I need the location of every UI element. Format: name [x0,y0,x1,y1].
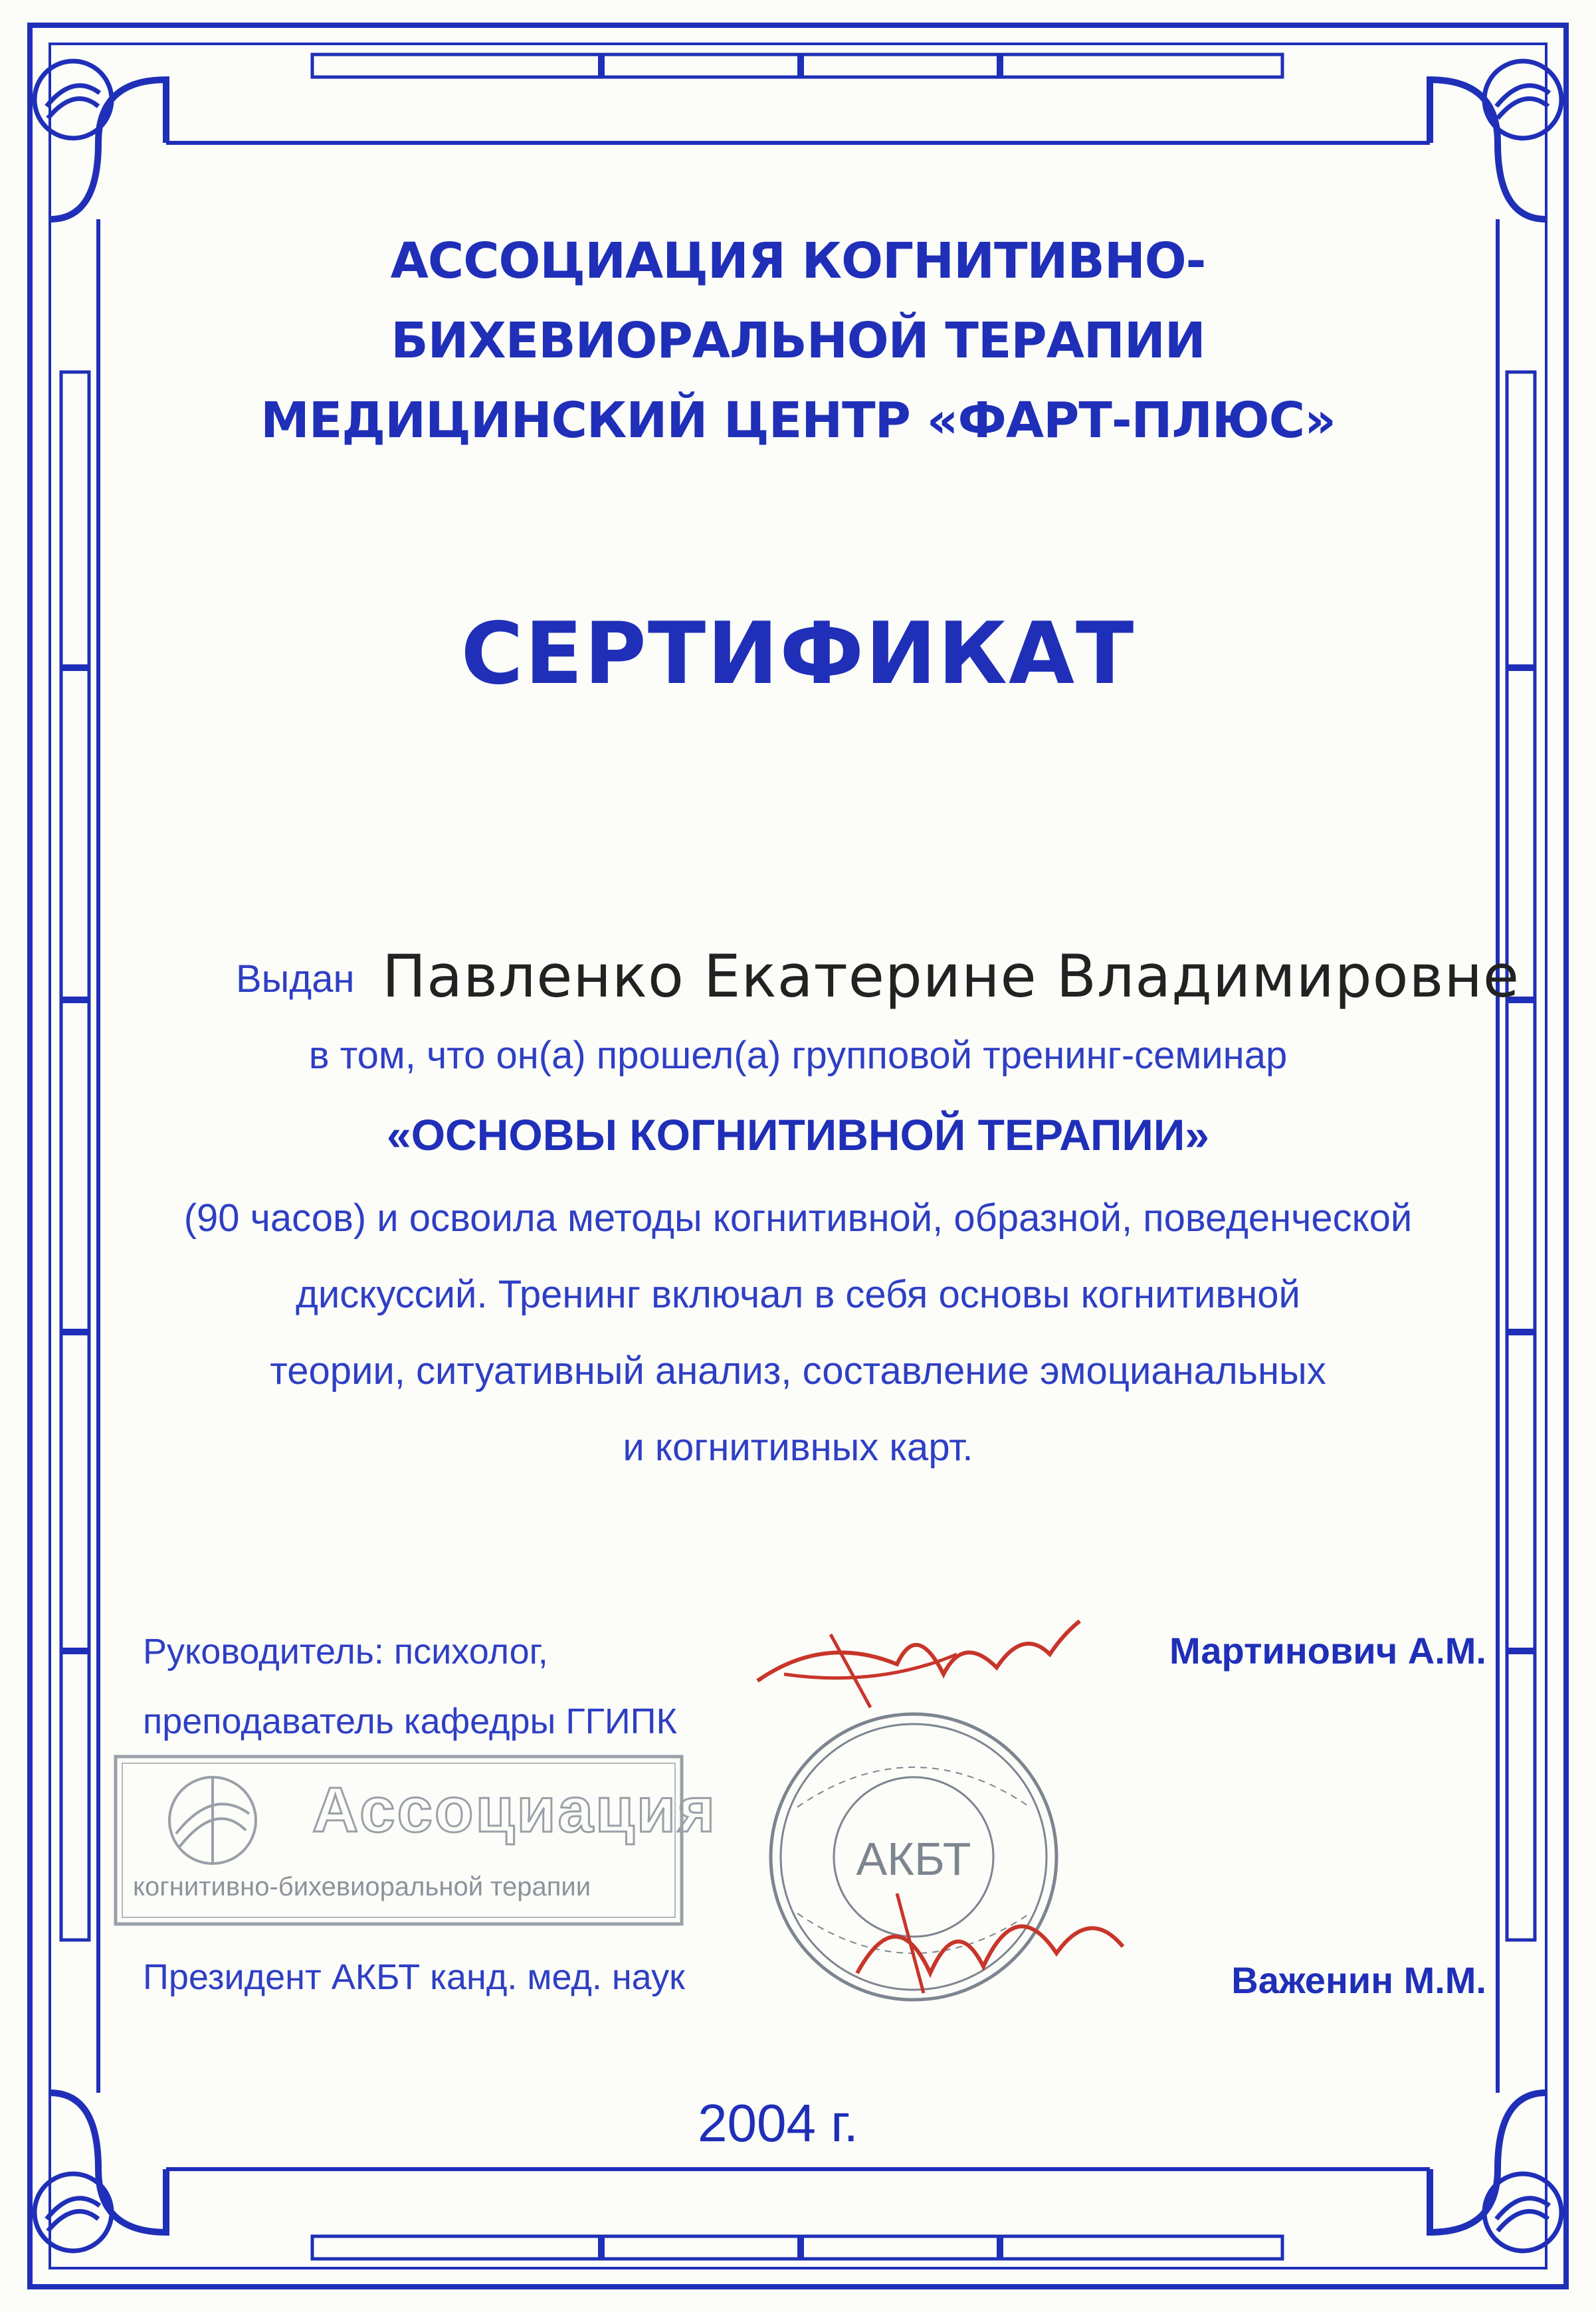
president-signature [844,1874,1149,2006]
body-line-2: в том, что он(а) прошел(а) групповой тренинг-семинар [308,1034,1288,1077]
president-name: Важенин М.М. [1231,1959,1486,2001]
leader-role-line-1: Руководитель: психолог, [143,1632,548,1672]
leader-name: Мартинович А.М. [1169,1630,1486,1672]
seal-center-text: АКБТ [856,1833,971,1885]
organization-name-line-1: АССОЦИАЦИЯ КОГНИТИВНО- [390,233,1206,290]
leader-signature [744,1594,1090,1727]
body-line-4: дискуссий. Тренинг включал в себя основы когнитивной [296,1273,1300,1316]
certificate-title: СЕРТИФИКАТ [460,605,1136,704]
body-line-3: (90 часов) и освоила методы когнитивной, образной, поведенческой [183,1197,1413,1240]
stamp-title: Ассоциация [312,1775,717,1846]
organization-name-line-2: БИХЕВИОРАЛЬНОЙ ТЕРАПИИ [391,312,1205,369]
body-line-6: и когнитивных карт. [623,1426,973,1469]
stamp-subtitle: когнитивно-бихевиоральной терапии [133,1872,591,1901]
organization-name-line-3: МЕДИЦИНСКИЙ ЦЕНТР «ФАРТ-ПЛЮС» [260,392,1336,449]
body-line-5: теории, ситуативный анализ, составление эмоцианальных [270,1349,1326,1393]
issue-year: 2004 г. [698,2093,858,2153]
issued-label: Выдан [236,957,355,1001]
president-role: Президент АКБТ канд. мед. наук [143,1957,685,1997]
leader-role-line-2: преподаватель кафедры ГГИПК [143,1701,677,1741]
recipient-name: Павленко Екатерине Владимировне [382,942,1520,1011]
course-title: «ОСНОВЫ КОГНИТИВНОЙ ТЕРАПИИ» [386,1110,1209,1159]
